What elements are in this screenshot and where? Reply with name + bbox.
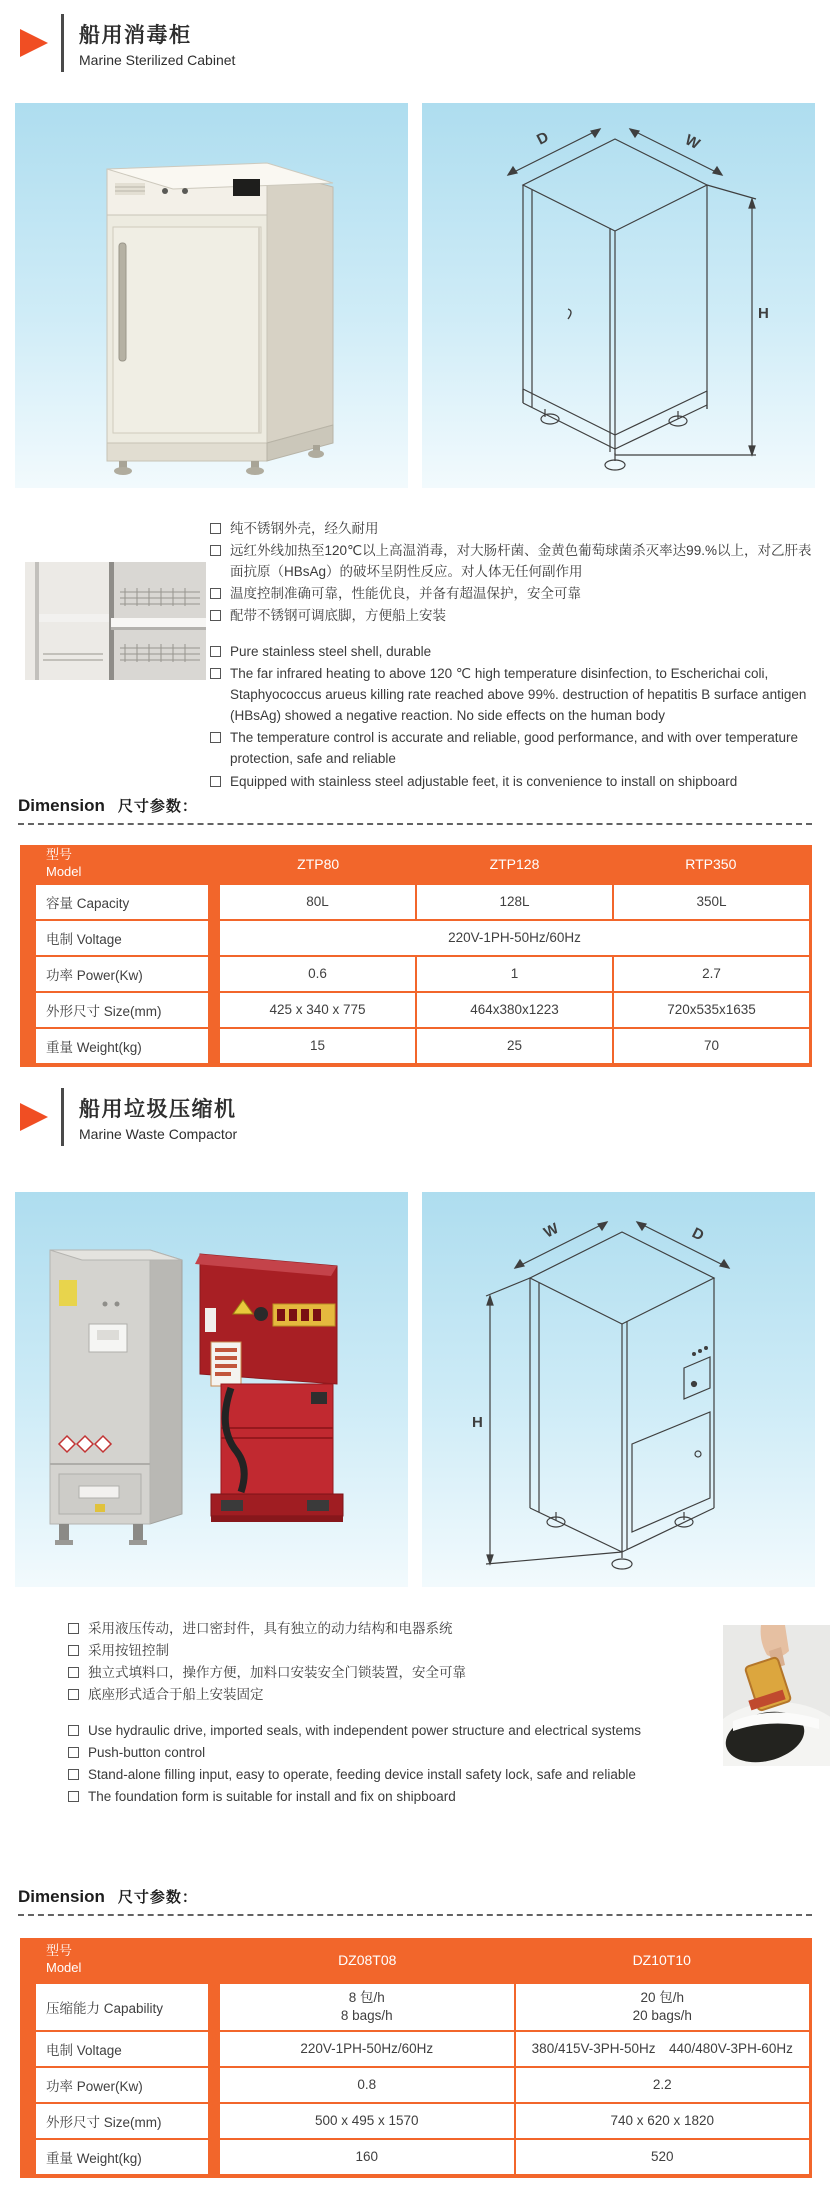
sterilized-cabinet-photo — [15, 103, 408, 488]
section1-title-en: Marine Sterilized Cabinet — [79, 51, 236, 68]
column-header: ZTP128 — [489, 856, 540, 872]
model-label-cn: 型号 — [46, 847, 73, 863]
dim-label-w: W — [541, 1219, 562, 1242]
checkbox-bullet-icon — [210, 588, 221, 599]
checkbox-bullet-icon — [210, 732, 221, 743]
checkbox-bullet-icon — [68, 1667, 79, 1678]
row-label: 压缩能力 Capability — [36, 1984, 208, 2030]
checkbox-bullet-icon — [68, 1725, 79, 1736]
cell: 2.2 — [516, 2068, 810, 2102]
cell-spanning: 220V-1PH-50Hz/60Hz — [220, 921, 809, 955]
feature-text: 远红外线加热至120℃以上高温消毒，对大肠杆菌、金黄色葡萄球菌杀灭率达99.%以上，对乙肝表面抗原（HBsAg）的破坏呈阴性反应。对人体无任何副作用 — [230, 543, 812, 580]
cell: 70 — [614, 1029, 809, 1063]
compactor-drawing-art — [422, 1192, 815, 1587]
column-header: DZ10T10 — [632, 1952, 691, 1968]
dim-label-d: D — [534, 128, 552, 149]
table-row — [36, 1984, 809, 2030]
dimension-label-cn: 尺寸参数： — [117, 1889, 198, 1906]
checkbox-bullet-icon — [68, 1645, 79, 1656]
cell-line: 20 bags/h — [632, 2008, 692, 2023]
feature-text: The foundation form is suitable for install and fix on shipboard — [88, 1789, 456, 1805]
column-header: RTP350 — [685, 856, 737, 872]
feature-text: 纯不锈钢外壳，经久耐用 — [230, 521, 379, 536]
feature-text: 独立式填料口，操作方便，加料口安装安全门锁装置，安全可靠 — [88, 1665, 466, 1681]
checkbox-bullet-icon — [210, 610, 221, 621]
row-label: 功率 Power(Kw) — [36, 2068, 208, 2102]
table-row — [36, 2032, 809, 2066]
feature-text: Push-button control — [88, 1745, 206, 1761]
feature-text: Pure stainless steel shell, durable — [230, 644, 432, 660]
section2-bullets-cn — [68, 1618, 699, 1705]
triangle-marker-icon — [20, 1103, 48, 1131]
row-label: 外形尺寸 Size(mm) — [36, 2104, 208, 2138]
table-row — [36, 957, 809, 991]
checkbox-bullet-icon — [210, 776, 221, 787]
cell: 0.8 — [220, 2068, 514, 2102]
cell: 740 x 620 x 1820 — [516, 2104, 810, 2138]
feature-text: Equipped with stainless steel adjustable feet, it is convenience to install on shipboard — [230, 773, 738, 789]
dimension-label-cn: 尺寸参数： — [117, 798, 198, 815]
model-header-cell — [36, 1938, 220, 1982]
column-header: ZTP80 — [297, 856, 340, 872]
cabinet-interior-photo — [25, 562, 206, 680]
feature-text: Use hydraulic drive, imported seals, with independent power structure and electrical systems — [88, 1723, 642, 1739]
cell: 425 x 340 x 775 — [220, 993, 415, 1027]
row-label: 重量 Weight(kg) — [36, 2140, 208, 2174]
cell: 464x380x1223 — [417, 993, 612, 1027]
feature-text: 配带不锈钢可调底脚，方便船上安装 — [230, 608, 446, 624]
column-header: DZ08T08 — [338, 1952, 397, 1968]
dimension-label-en: Dimension — [18, 1887, 105, 1906]
section1-spec-table — [20, 845, 812, 1067]
cell — [516, 1984, 810, 2030]
row-label: 功率 Power(Kw) — [36, 957, 208, 991]
dashed-divider — [18, 823, 812, 825]
waste-compactor-dimension-drawing — [422, 1192, 815, 1587]
compactor-photo-art — [15, 1192, 408, 1587]
cell: 720x535x1635 — [614, 993, 809, 1027]
table-row — [36, 885, 809, 919]
section2-image-panels — [15, 1192, 815, 1587]
cell: 520 — [516, 2140, 810, 2174]
section2-spec-table — [20, 1938, 812, 2178]
table-row — [36, 2104, 809, 2138]
dimension-label-en: Dimension — [18, 796, 105, 815]
section1-features — [0, 518, 830, 793]
checkbox-bullet-icon — [210, 523, 221, 534]
cell: 80L — [220, 885, 415, 919]
row-label: 外形尺寸 Size(mm) — [36, 993, 208, 1027]
checkbox-bullet-icon — [68, 1791, 79, 1802]
section2-bullets-en — [68, 1720, 699, 1807]
cell: 160 — [220, 2140, 514, 2174]
cell-line: 20 包/h — [640, 1990, 685, 2006]
model-label-cn: 型号 — [46, 1943, 73, 1959]
section1-bullets-en — [210, 641, 812, 791]
header-divider-bar — [61, 14, 64, 72]
feature-text: The far infrared heating to above 120 ℃ high temperature disinfection, to Escherichai coli, Staphyococcus arueus killing rate reached above 99%. destruction of hepatitis B surface antigen (HBsAg) showed a negative reaction. No side effects on the human body — [230, 666, 807, 724]
dim-label-d: D — [689, 1224, 707, 1245]
table-row — [36, 2140, 809, 2174]
cell — [220, 1984, 514, 2030]
trash-disposal-photo — [723, 1625, 830, 1766]
cell: 15 — [220, 1029, 415, 1063]
feature-text: 采用液压传动，进口密封件，具有独立的动力结构和电器系统 — [88, 1621, 453, 1636]
cell: 0.6 — [220, 957, 415, 991]
model-label-en: Model — [46, 1960, 82, 1975]
row-label: 容量 Capacity — [36, 885, 208, 919]
section2-title-en: Marine Waste Compactor — [79, 1125, 238, 1142]
section1-dimension-heading — [18, 795, 812, 825]
dim-label-w: W — [682, 131, 703, 153]
interior-photo-art — [25, 562, 206, 680]
checkbox-bullet-icon — [210, 668, 221, 679]
feature-text: Stand-alone filling input, easy to operate, feeding device install safety lock, safe and reliable — [88, 1767, 636, 1783]
row-label: 电制 Voltage — [36, 2032, 208, 2066]
checkbox-bullet-icon — [68, 1689, 79, 1700]
cell: 1 — [417, 957, 612, 991]
section1-title-cn: 船用消毒柜 — [79, 23, 192, 47]
checkbox-bullet-icon — [210, 545, 221, 556]
feature-text: 采用按钮控制 — [88, 1643, 169, 1659]
section2-header — [20, 1088, 237, 1146]
row-label: 重量 Weight(kg) — [36, 1029, 208, 1063]
triangle-marker-icon — [20, 29, 48, 57]
checkbox-bullet-icon — [68, 1747, 79, 1758]
dashed-divider — [18, 1914, 812, 1916]
cell: 350L — [614, 885, 809, 919]
model-header-cell — [36, 845, 220, 883]
feature-text: The temperature control is accurate and reliable, good performance, and with over temperature protection, safe and reliable — [230, 730, 799, 767]
checkbox-bullet-icon — [68, 1623, 79, 1634]
dim-label-h: H — [758, 305, 769, 322]
checkbox-bullet-icon — [210, 646, 221, 657]
cell: 25 — [417, 1029, 612, 1063]
cell: 128L — [417, 885, 612, 919]
table-row — [36, 993, 809, 1027]
trash-photo-art — [723, 1625, 830, 1766]
table-row — [36, 1029, 809, 1063]
section2-features — [0, 1618, 830, 1808]
section1-bullets-cn — [210, 518, 812, 626]
table-header-row — [36, 845, 809, 883]
cabinet-drawing-art — [422, 103, 815, 488]
row-label: 电制 Voltage — [36, 921, 208, 955]
cabinet-photo-art — [15, 103, 408, 488]
section2-dimension-heading — [18, 1886, 812, 1916]
cell-line: 8 包/h — [348, 1990, 385, 2006]
dim-label-h: H — [472, 1414, 483, 1431]
cell: 220V-1PH-50Hz/60Hz — [220, 2032, 514, 2066]
sterilized-cabinet-dimension-drawing — [422, 103, 815, 488]
section2-title-cn: 船用垃圾压缩机 — [79, 1097, 237, 1121]
table-header-row — [36, 1938, 809, 1982]
cell: 2.7 — [614, 957, 809, 991]
cell: 380/415V-3PH-50Hz 440/480V-3PH-60Hz — [516, 2032, 810, 2066]
section1-image-panels — [15, 103, 815, 488]
waste-compactor-photo — [15, 1192, 408, 1587]
feature-text: 温度控制准确可靠，性能优良，并备有超温保护，安全可靠 — [230, 586, 581, 602]
checkbox-bullet-icon — [68, 1769, 79, 1780]
model-label-en: Model — [46, 864, 82, 879]
header-divider-bar — [61, 1088, 64, 1146]
feature-text: 底座形式适合于船上安装固定 — [88, 1687, 264, 1703]
table-row — [36, 921, 809, 955]
table-row — [36, 2068, 809, 2102]
section1-header — [20, 14, 235, 72]
cell-line: 8 bags/h — [340, 2008, 393, 2023]
cell: 500 x 495 x 1570 — [220, 2104, 514, 2138]
